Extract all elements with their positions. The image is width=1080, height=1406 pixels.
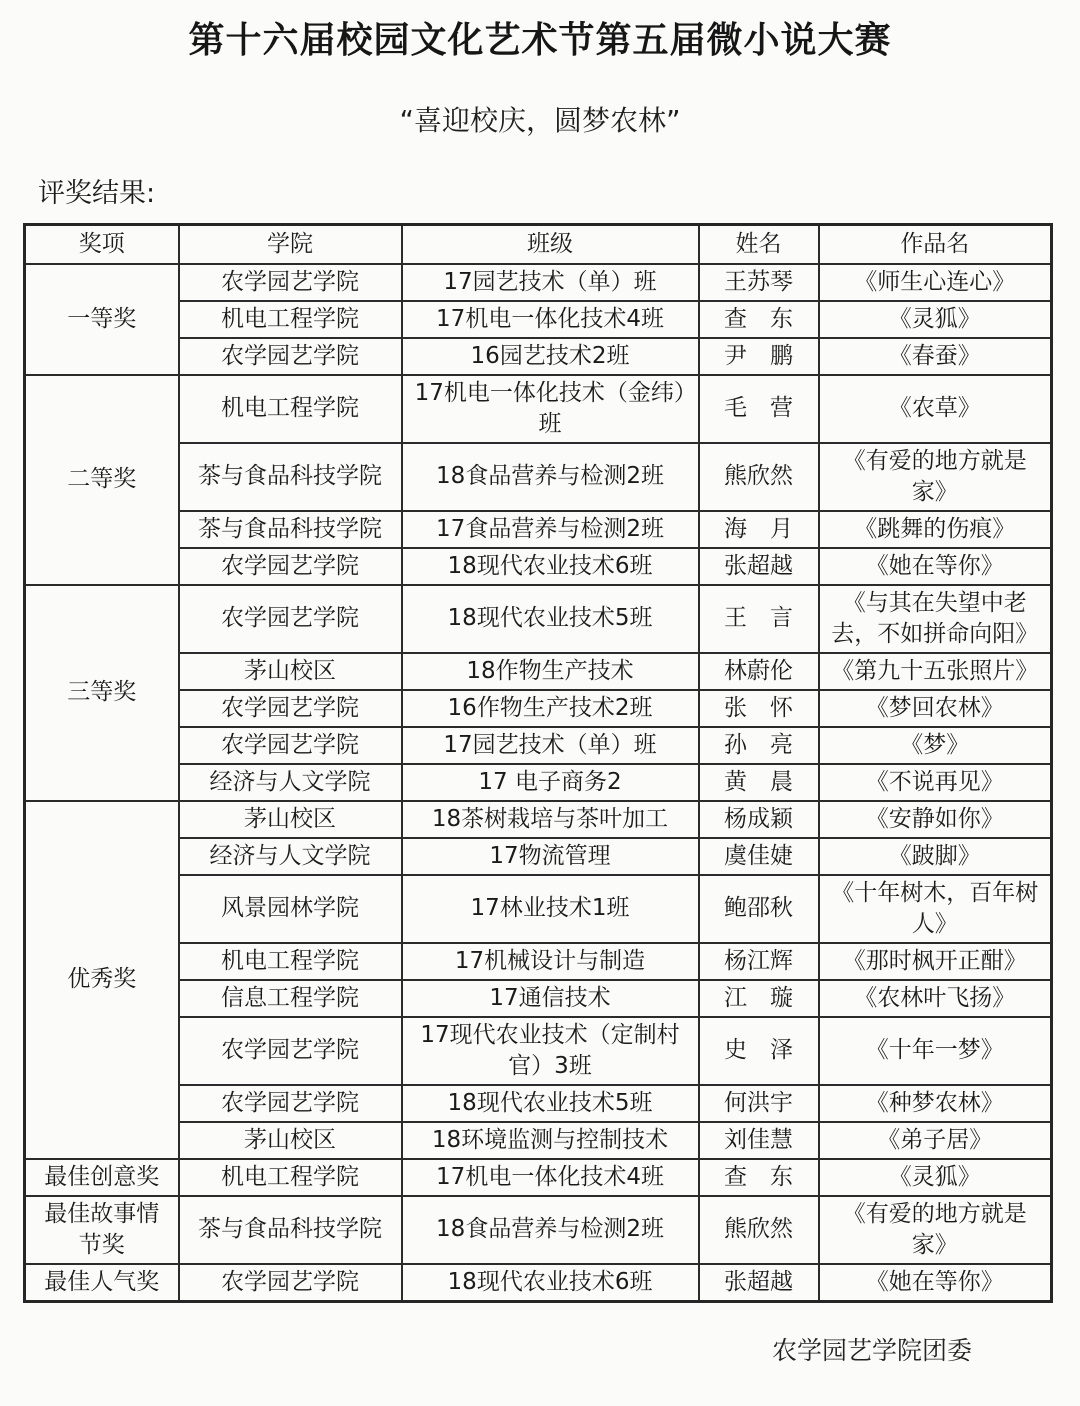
name-cell: 查 东: [699, 301, 819, 338]
table-row: [25, 875, 1052, 943]
class-cell: 16园艺技术2班: [402, 338, 699, 375]
results-table: [23, 223, 1053, 1303]
class-cell: 18现代农业技术6班: [402, 548, 699, 585]
class-cell: 18现代农业技术5班: [402, 1085, 699, 1122]
work-cell: 《与其在失望中老去，不如拼命向阳》: [819, 585, 1052, 653]
college-cell: 农学园艺学院: [179, 1085, 402, 1122]
work-cell: 《灵狐》: [819, 301, 1052, 338]
class-cell: 17物流管理: [402, 838, 699, 875]
college-cell: 机电工程学院: [179, 943, 402, 980]
college-cell: 经济与人文学院: [179, 764, 402, 801]
work-cell: 《种梦农林》: [819, 1085, 1052, 1122]
college-cell: 农学园艺学院: [179, 585, 402, 653]
name-cell: 林蔚伦: [699, 653, 819, 690]
work-cell: 《有爱的地方就是家》: [819, 443, 1052, 511]
class-cell: 18茶树栽培与茶叶加工: [402, 801, 699, 838]
name-cell: 张超越: [699, 548, 819, 585]
name-cell: 黄 晨: [699, 764, 819, 801]
table-row: [25, 301, 1052, 338]
table-row: [25, 980, 1052, 1017]
name-cell: 海 月: [699, 511, 819, 548]
name-cell: 尹 鹏: [699, 338, 819, 375]
table-row: [25, 1122, 1052, 1159]
college-cell: 机电工程学院: [179, 301, 402, 338]
table-row: [25, 801, 1052, 838]
table-row: [25, 511, 1052, 548]
class-cell: 18作物生产技术: [402, 653, 699, 690]
work-cell: 《有爱的地方就是家》: [819, 1196, 1052, 1264]
class-cell: 17机电一体化技术4班: [402, 1159, 699, 1196]
name-cell: 史 泽: [699, 1017, 819, 1085]
work-cell: 《不说再见》: [819, 764, 1052, 801]
table-row: [25, 1085, 1052, 1122]
table-row: [25, 1159, 1052, 1196]
work-cell: 《她在等你》: [819, 548, 1052, 585]
header-name: 姓名: [699, 225, 819, 264]
header-work: 作品名: [819, 225, 1052, 264]
work-cell: 《跳舞的伤痕》: [819, 511, 1052, 548]
class-cell: 17机电一体化技术4班: [402, 301, 699, 338]
college-cell: 农学园艺学院: [179, 264, 402, 301]
class-cell: 17机械设计与制造: [402, 943, 699, 980]
college-cell: 风景园林学院: [179, 875, 402, 943]
college-cell: 信息工程学院: [179, 980, 402, 1017]
class-cell: 17 电子商务2: [402, 764, 699, 801]
table-row: [25, 264, 1052, 301]
table-row: [25, 838, 1052, 875]
college-cell: 茅山校区: [179, 653, 402, 690]
header-college: 学院: [179, 225, 402, 264]
table-row: [25, 1264, 1052, 1302]
results-section-label: 评奖结果:: [38, 178, 156, 209]
class-cell: 17食品营养与检测2班: [402, 511, 699, 548]
award-cell: 二等奖: [25, 375, 179, 585]
work-cell: 《那时枫开正酣》: [819, 943, 1052, 980]
name-cell: 虞佳婕: [699, 838, 819, 875]
name-cell: 毛 营: [699, 375, 819, 443]
class-cell: 16作物生产技术2班: [402, 690, 699, 727]
class-cell: 18现代农业技术5班: [402, 585, 699, 653]
work-cell: 《梦回农林》: [819, 690, 1052, 727]
work-cell: 《农草》: [819, 375, 1052, 443]
class-cell: 17机电一体化技术（金纬）班: [402, 375, 699, 443]
table-row: [25, 1017, 1052, 1085]
table-row: [25, 338, 1052, 375]
class-cell: 17现代农业技术（定制村官）3班: [402, 1017, 699, 1085]
table-header-row: [25, 225, 1052, 264]
table-row: [25, 690, 1052, 727]
table-row: [25, 585, 1052, 653]
class-cell: 17林业技术1班: [402, 875, 699, 943]
award-cell: 一等奖: [25, 264, 179, 375]
college-cell: 茅山校区: [179, 801, 402, 838]
table-row: [25, 653, 1052, 690]
table-row: [25, 1196, 1052, 1264]
name-cell: 何洪宇: [699, 1085, 819, 1122]
class-cell: 17园艺技术（单）班: [402, 727, 699, 764]
work-cell: 《她在等你》: [819, 1264, 1052, 1302]
name-cell: 张超越: [699, 1264, 819, 1302]
name-cell: 熊欣然: [699, 1196, 819, 1264]
name-cell: 杨成颖: [699, 801, 819, 838]
class-cell: 18环境监测与控制技术: [402, 1122, 699, 1159]
work-cell: 《十年树木，百年树人》: [819, 875, 1052, 943]
class-cell: 17通信技术: [402, 980, 699, 1017]
college-cell: 机电工程学院: [179, 375, 402, 443]
header-award: 奖项: [25, 225, 179, 264]
award-cell: 最佳故事情节奖: [25, 1196, 179, 1264]
name-cell: 查 东: [699, 1159, 819, 1196]
work-cell: 《农林叶飞扬》: [819, 980, 1052, 1017]
class-cell: 18食品营养与检测2班: [402, 443, 699, 511]
college-cell: 机电工程学院: [179, 1159, 402, 1196]
name-cell: 江 璇: [699, 980, 819, 1017]
award-cell: 优秀奖: [25, 801, 179, 1159]
college-cell: 茶与食品科技学院: [179, 511, 402, 548]
college-cell: 茶与食品科技学院: [179, 443, 402, 511]
name-cell: 刘佳慧: [699, 1122, 819, 1159]
college-cell: 农学园艺学院: [179, 548, 402, 585]
work-cell: 《春蚕》: [819, 338, 1052, 375]
work-cell: 《安静如你》: [819, 801, 1052, 838]
name-cell: 王 言: [699, 585, 819, 653]
college-cell: 农学园艺学院: [179, 1017, 402, 1085]
page-title: 第十六届校园文化艺术节第五届微小说大赛: [188, 20, 892, 61]
table-row: [25, 943, 1052, 980]
name-cell: 王苏琴: [699, 264, 819, 301]
table-row: [25, 764, 1052, 801]
header-class: 班级: [402, 225, 699, 264]
college-cell: 茶与食品科技学院: [179, 1196, 402, 1264]
work-cell: 《十年一梦》: [819, 1017, 1052, 1085]
name-cell: 熊欣然: [699, 443, 819, 511]
name-cell: 鲍邵秋: [699, 875, 819, 943]
name-cell: 杨江辉: [699, 943, 819, 980]
footer-signature: 农学园艺学院团委: [771, 1335, 972, 1365]
class-cell: 18食品营养与检测2班: [402, 1196, 699, 1264]
work-cell: 《梦》: [819, 727, 1052, 764]
college-cell: 茅山校区: [179, 1122, 402, 1159]
name-cell: 孙 亮: [699, 727, 819, 764]
table-row: [25, 443, 1052, 511]
college-cell: 农学园艺学院: [179, 1264, 402, 1302]
college-cell: 农学园艺学院: [179, 727, 402, 764]
work-cell: 《师生心连心》: [819, 264, 1052, 301]
name-cell: 张 怀: [699, 690, 819, 727]
table-row: [25, 727, 1052, 764]
page-subtitle: “喜迎校庆，圆梦农林”: [399, 104, 681, 137]
table-row: [25, 548, 1052, 585]
work-cell: 《第九十五张照片》: [819, 653, 1052, 690]
award-cell: 最佳人气奖: [25, 1264, 179, 1302]
college-cell: 农学园艺学院: [179, 338, 402, 375]
work-cell: 《跛脚》: [819, 838, 1052, 875]
table-row: [25, 375, 1052, 443]
college-cell: 农学园艺学院: [179, 690, 402, 727]
award-cell: 最佳创意奖: [25, 1159, 179, 1196]
college-cell: 经济与人文学院: [179, 838, 402, 875]
work-cell: 《灵狐》: [819, 1159, 1052, 1196]
class-cell: 18现代农业技术6班: [402, 1264, 699, 1302]
results-table-body: [25, 264, 1052, 1302]
class-cell: 17园艺技术（单）班: [402, 264, 699, 301]
work-cell: 《弟子居》: [819, 1122, 1052, 1159]
award-cell: 三等奖: [25, 585, 179, 801]
